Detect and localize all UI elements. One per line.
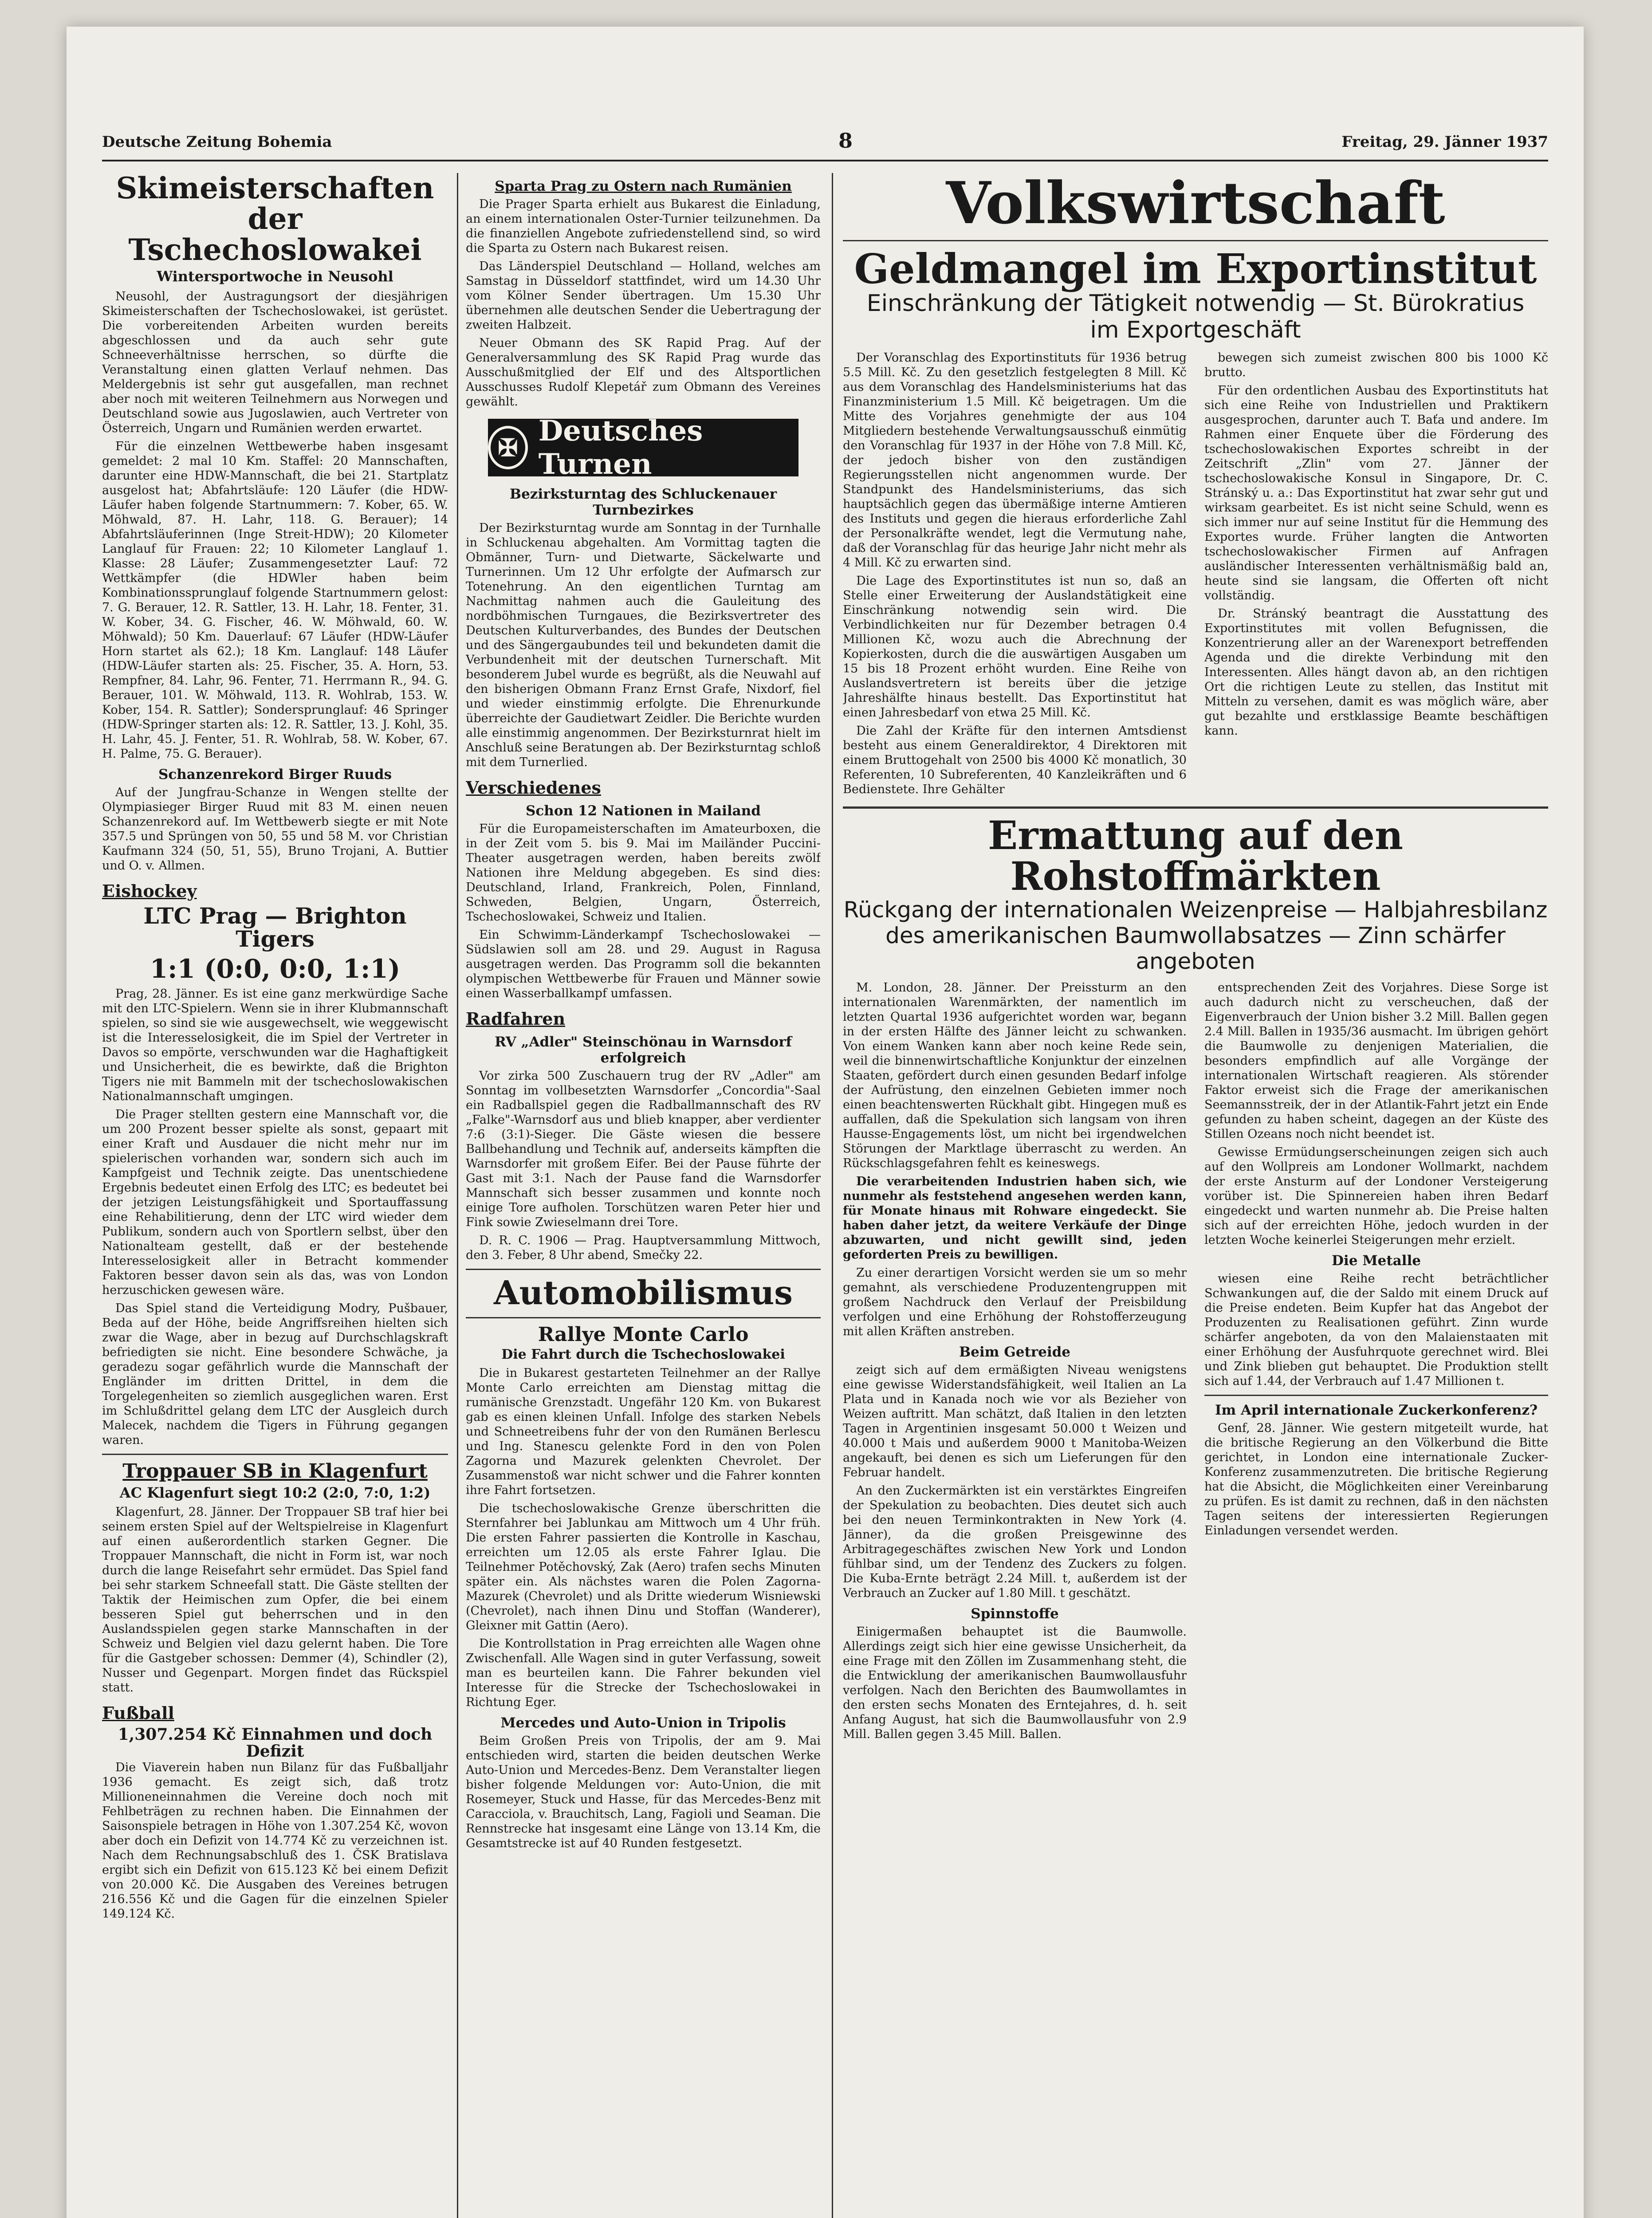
obmann-paragraph: Neuer Obmann des SK Rapid Prag. Auf der Generalversammlung des SK Rapid Prag wurde das Ausschußmitglied der Elf und des Altsportlichen Ausschusses Rudolf Klepetář zum Obmann des Vereines gewählt.: [466, 336, 821, 409]
turnen-banner: [488, 414, 798, 481]
schwimm-paragraph: Ein Schwimm-Länderkampf Tschechoslowakei — Südslawien soll am 28. und 29. August in Ragusa ausgetragen werden. Das Programm soll die bekannten olympischen Wettbewerbe für Frauen und Männer sowie einen Wasserballkampf umfassen.: [466, 928, 821, 1000]
column-rule-2: [832, 173, 833, 2218]
rohstoff-headline: Ermattung auf den Rohstoffmärkten: [988, 812, 1403, 900]
fussball-headline: 1,307.254 Kč Einnahmen und doch Defizit: [118, 1725, 433, 1761]
rallye-headline: Rallye Monte Carlo: [538, 1323, 749, 1346]
turnen-headline: Bezirksturntag des Schluckenauer Turnbezirkes: [509, 486, 777, 518]
ski-headline-2: der Tschechoslowakei: [128, 201, 422, 267]
ski-subheadline: Wintersportwoche in Neusohl: [157, 267, 393, 285]
geldmangel-headline: Geldmangel im Exportinstitut: [854, 244, 1537, 293]
schanz-paragraph: Auf der Jungfrau-Schanze in Wengen stellte der Olympiasieger Birger Ruud mit 83 M. einen neuen Schanzenrekord auf. Im Wettbewerb siegte er mit Note 357.5 und Sprüngen von 50, 55 und 58 M. vor Christian Kaufmann 324 (50, 51, 55), Bruno Trojani, A. Buttier und O. v. Allmen.: [102, 785, 448, 873]
zuckerkonferenz-heading: Im April internationale Zuckerkonferenz?: [1215, 1402, 1538, 1418]
match-paragraph: Die Prager stellten gestern eine Mannschaft vor, die um 200 Prozent besser spielte als sonst, gepaart mit einer Kraft und Ausdauer die nicht mehr nur im spielerischen vorhanden war, sondern sich auch im Kampfgeist und Technik zeigte. Das unentschiedene Ergebnis bedeutet einen Erfolg des LTC; es bedeutet bei der jetzigen Leistungsfähigkeit und Sportauffassung eine Rehabilitierung, denn der LTC wird wieder dem Publikum, sondern auch von Sportlern selbst, über den Nationalteam gestellt, daß er der bestehende Interesselosigkeit aller in Betracht kommender Faktoren besser davon sein als das, was von London herzuschicken gewesen wäre.: [102, 1107, 448, 1297]
troppau-paragraph: Klagenfurt, 28. Jänner. Der Troppauer SB traf hier bei seinem ersten Spiel auf der Weltspielreise in Klagenfurt auf einen außerordentlich starken Gegner. Die Troppauer Mannschaft, die nicht in Form ist, war noch durch die lange Reisefahrt sehr ermüdet. Das Spiel fand bei sehr starkem Schneefall statt. Die Gäste stellten der Taktik der Heimischen zum Opfer, die bei einem besseren Spiel gut beherrschen und in den Auslandsspielen gegen starke Mannschaften in der Schweiz und Belgien viel dazu gelernt haben. Die Tore für die Gastgeber schossen: Demmer (4), Schindler (2), Nusser und Gegenpart. Morgen findet das Rückspiel statt.: [102, 1505, 448, 1695]
mercedes-headline: Mercedes und Auto-Union in Tripolis: [500, 1715, 786, 1731]
getreide-paragraph: zeigt sich auf dem ermäßigten Niveau wenigstens eine gewisse Widerstandsfähigkeit, weil Italien an La Plata und in Kanada noch wie vor als Bezieher von Weizen auftritt. Man schätzt, daß Italien in den letzten Tagen in Argentinien insgesamt 50.000 t Weizen und 40.000 t Mais und außerdem 9000 t Manitoba-Weizen angekauft, bei denen es sich um Lieferungen für den Februar handelt.: [843, 1363, 1187, 1479]
rallye-paragraph: Die in Bukarest gestarteten Teilnehmer an der Rallye Monte Carlo erreichten am Dienstag mittag die rumänische Grenzstadt. Ungefähr 120 Km. von Bukarest gab es einen kleinen Unfall. Infolge des starken Nebels und Schneetreibens fuhr der von den Rumänen Berlescu und Ing. Stanescu gelenkte Ford in den von Polen Zagorna und Mazurek gelenkten Chevrolet. Der Zusammenstoß war nicht schwer und die Fahrer konnten ihre Fahrt fortsetzen.: [466, 1366, 821, 1497]
column-sport-1: [102, 173, 448, 2218]
column-volkswirtschaft: [843, 173, 1548, 2218]
paper-name: Deutsche Zeitung Bohemia: [102, 133, 332, 151]
rohstoff-subheadline-1: Rückgang der internationalen Weizenpreise — Halbjahresbilanz: [843, 897, 1548, 923]
volkswirtschaft-title: Volkswirtschaft: [946, 173, 1445, 237]
nationen-paragraph: Für die Europameisterschaften im Amateurboxen, die in der Zeit vom 5. bis 9. Mai im Mailänder Puccini-Theater ausgetragen werden, haben bereits zwölf Nationen ihre Meldung abgegeben. Es sind dies: Deutschland, Irland, Frankreich, Polen, Finnland, Schweden, Belgien, Ungarn, Österreich, Tschechoslowakei, Schweiz und Italien.: [466, 822, 821, 924]
adler-paragraph: Vor zirka 500 Zuschauern trug der RV „Adler" am Sonntag im vollbesetzten Warnsdorfer „Concordia"-Saal ein Radballspiel gegen die Radballmannschaft des RV „Falke"-Warnsdorf aus und blieb knapper, aber verdienter 7:6 (3:1)-Sieger. Die Gäste wiesen die bessere Ballbehandlung und Technik auf, anderseits kämpften die Warnsdorfer mit großem Eifer. Bei der Pause führte der Gast mit 3:1. Nach der Pause fand die Warnsdorfer Mannschaft sich besser zusammen und konnte noch einige Tore aufholen. Torschützen waren Peter hier und Fink sowie Zwieselmann drei Tore.: [466, 1069, 821, 1229]
nationen-headline: Schon 12 Nationen in Mailand: [526, 803, 761, 819]
section-rule: [466, 1269, 821, 1270]
rallye-subheadline: Die Fahrt durch die Tschechoslowakei: [501, 1346, 785, 1362]
issue-date: Freitag, 29. Jänner 1937: [1341, 133, 1548, 151]
column-rule-1: [457, 173, 458, 2218]
page-number: 8: [838, 129, 853, 153]
geldmangel-paragraph: Dr. Stránský beantragt die Ausstattung des Exportinstitutes mit vollen Befugnissen, die Konzentrierung aller an der Warenexport betreffenden Agenda und die direkte Verbindung mit den Interessenten. Alles hängt davon ab, an den richtigen Ort die richtigen Leute zu stellen, das Institut mit Mitteln zu versehen, damit es was möglich wäre, aber gut bezahlte und erstklassige Beamte beschäftigen kann.: [1204, 607, 1548, 738]
verschiedenes-heading: Verschiedenes: [466, 778, 601, 798]
spinnstoffe-heading: Spinnstoffe: [971, 1605, 1059, 1622]
section-rule: [102, 1454, 448, 1455]
sparta-paragraph: Die Prager Sparta erhielt aus Bukarest die Einladung, an einem internationalen Oster-Turnier teilzunehmen. Da die finanziellen Angebote zufriedenstellend sind, so wird die Sparta zu Ostern nach Bukarest reisen.: [466, 197, 821, 255]
newspaper-page: [67, 27, 1584, 2218]
laenderspiel-paragraph: Das Länderspiel Deutschland — Holland, welches am Samstag in Düsseldorf stattfindet, wird um 14.30 Uhr vom Kölner Sender übertragen. Um 15.30 Uhr übernehmen alle deutschen Sender die Uebertragung der zweiten Halbzeit.: [466, 260, 821, 332]
mercedes-paragraph: Beim Großen Preis von Tripolis, der am 9. Mai entschieden wird, starten die beiden deutschen Werke Auto-Union und Mercedes-Benz. Dem Veranstalter liegen bisher folgende Meldungen vor: Auto-Union, die mit Rosemeyer, Stuck und Hasse, für das Mercedes-Benz mit Caracciola, v. Brauchitsch, Lang, Fagioli und Seaman. Die Rennstrecke hat insgesamt eine Länge von 13.14 Km, die Gesamtstrecke ist auf 40 Runden festgesetzt.: [466, 1734, 821, 1850]
rohstoff-paragraph: entsprechenden Zeit des Vorjahres. Diese Sorge ist auch dadurch nicht zu verscheuchen, daß der Eigenverbrauch der Union bisher 3.2 Mill. Ballen gegen 2.4 Mill. Ballen in 1935/36 ausmacht. Im übrigen gehört die Baumwolle zu denjenigen Materialien, die besonders empfindlich auf alle Vorgänge der internationalen Wirtschaft reagieren. Als störender Faktor erweist sich die Frage der amerikanischen Seemannsstreik, der in der Atlantik-Fahrt jetzt ein Ende gefunden zu haben scheint, dagegen an der Küste des Stillen Ozeans noch nicht beendet ist.: [1204, 980, 1548, 1141]
section-rule: [843, 806, 1548, 809]
turnen-banner-label: Deutsches Turnen: [538, 414, 703, 481]
eishockey-heading: Eishockey: [102, 881, 197, 901]
geldmangel-right: [1204, 350, 1548, 800]
zucker-paragraph: An den Zuckermärkten ist ein verstärktes Eingreifen der Spekulation zu beobachten. Dies deutet sich auch bei den neuen Terminkontrakten in New York (4. Jänner), da die großen Preisgewinne des Arbitragegeschäftes zwischen New York und London fühlbar sind, um der Tendenz des Zuckers zu folgen. Die Kuba-Ernte beträgt 2.24 Mill. t, außerdem ist der Verbrauch an Zucker auf 1.80 Mill. t geschätzt.: [843, 1483, 1187, 1600]
match-score: 1:1 (0:0, 0:0, 1:1): [149, 953, 401, 984]
rohstoff-paragraph: Zu einer derartigen Vorsicht werden sie um so mehr gemahnt, als verschiedene Produzentengruppen mit großem Nachdruck den Verlauf der Preisbildung verfolgen und eine Erhöhung der Rohstofferzeugung mit allen Kräften anstreben.: [843, 1266, 1187, 1338]
radfahren-heading: Radfahren: [466, 1009, 566, 1029]
spinnstoffe-paragraph: Einigermaßen behauptet ist die Baumwolle. Allerdings zeigt sich hier eine gewisse Unsicherheit, da eine Frage mit den Zöllen im Zusammenhang steht, die die Entwicklung der amerikanischen Baumwollausfuhr verfolgen. Nach den Berichten des Baumwollamtes in den ersten sechs Monaten des Erntejahres, d. h. seit Anfang August, hat sich die Baumwollausfuhr von 2.9 Mill. Ballen gegen 3.45 Mill. Ballen.: [843, 1624, 1187, 1741]
automobilismus-title: Automobilismus: [494, 1274, 793, 1312]
geldmangel-subheadline-2: im Exportgeschäft: [1090, 317, 1301, 344]
ski-paragraph: Neusohl, der Austragungsort der diesjährigen Skimeisterschaften der Tschechoslowakei, ist gerüstet. Die vorbereitenden Arbeiten wurden bereits abgeschlossen und da auch sehr gute Schneeverhältnisse herrschen, so dürfte die Veranstaltung einen glatten Verlauf nehmen. Das Meldergebnis ist sehr gut ausgefallen, man rechnet aber noch mit weiteren Teilnehmern aus Norwegen und Deutschland sowie aus Jugoslawien, auch Vertreter von Österreich, Ungarn und Rumänien werden erwartet.: [102, 289, 448, 435]
turnen-emblem-icon: ✠: [488, 426, 528, 469]
fussball-paragraph: Die Viaverein haben nun Bilanz für das Fußballjahr 1936 gemacht. Es zeigt sich, daß trotz Millioneneinnahmen die Vereine doch noch mit Fehlbeträgen zu rechnen haben. Die Einnahmen der Saisonspiele betragen in Höhe von 1.307.254 Kč, wovon aber doch ein Defizit von 14.774 Kč zu verzeichnen ist. Nach dem Rechnungsabschluß des 1. ČSK Bratislava ergibt sich ein Defizit von 615.123 Kč bei einem Defizit von 20.000 Kč. Die Ausgaben des Vereines betrugen 216.556 Kč und die Gagen für die einzelnen Spieler 149.124 Kč.: [102, 1760, 448, 1921]
section-rule: [843, 240, 1548, 241]
rallye-paragraph: Die Kontrollstation in Prag erreichten alle Wagen ohne Zwischenfall. Alle Wagen sind in guter Verfassung, soweit man es beurteilen kann. Die Fahrer bekunden viel Interesse für die Strecke der Tschechoslowakei in Richtung Eger.: [466, 1636, 821, 1709]
geldmangel-paragraph: Der Voranschlag des Exportinstituts für 1936 betrug 5.5 Mill. Kč. Zu den gesetzlich festgelegten 8 Mill. Kč aus dem Voranschlag des Handelsministeriums hat das Finanzministerium 1.5 Mill. Kč beigetragen. Um die Mitte des Vorjahres genehmigte der aus 104 Mitgliedern bestehende Verwaltungsausschuß einmütig den Voranschlag für 1937 in der Höhe von 7.8 Mill. Kč, der jedoch bisher von den zuständigen Regierungsstellen nicht angenommen wurde. Der Standpunkt des Handelsministeriums, das sich hauptsächlich gegen das übermäßige interne Amtieren des Instituts und gegen die hieraus erforderliche Zahl der Personalkräfte wendet, legt die Vermutung nahe, daß der Voranschlag für das heurige Jahr nicht mehr als 4 Mill. Kč zu erwarten sind.: [843, 351, 1187, 570]
metalle-paragraph: wiesen eine Reihe recht beträchtlicher Schwankungen auf, die der Saldo mit einem Druck auf die Preise endeten. Beim Kupfer hat das Angebot der Produzenten zu Realisationen geführt. Zinn wurde schärfer angeboten, da von den Malaienstaaten mit einer Erhöhung der Ausfuhrquote gerechnet wird. Blei und Zink blieben gut behauptet. Die Produktion stellt sich auf 1.44, der Verbrauch auf 1.47 Millionen t.: [1204, 1271, 1548, 1388]
rallye-paragraph: Die tschechoslowakische Grenze überschritten die Sternfahrer bei Jablunkau am Mittwoch um 4 Uhr früh. Die ersten Fahrer passierten die Kontrolle in Kaschau, erreichten um 12.05 als erste Fahrer Iglau. Die Teilnehmer Potěchovský, Zak (Aero) trafen sechs Minuten später ein. Als nächstes waren die Polen Zagorna-Mazurek (Chevrolet) und als Dritte wiederum Wisniewski (Chevrolet), nach ihnen Dinu und Stoffan (Wanderer), Gleixner mit Gattin (Aero).: [466, 1501, 821, 1632]
match-paragraph: Das Spiel stand die Verteidigung Modry, Pušbauer, Beda auf der Höhe, beide Angriffsreihen hielten sich zwar die Wage, aber in bezug auf Durchschlagskraft befriedigten sie nicht. Eine besondere Schwäche, ja geradezu sogar gefährlich wurde die Mannschaft der Engländer im dritten Drittel, in dem die Torgelegenheiten so ziemlich ausgeglichen waren. Erst im Schlußdrittel gelang dem LTC der Ausgleich durch Malecek, nachdem die Tigers in Führung gegangen waren.: [102, 1301, 448, 1447]
rohstoff-right: [1204, 980, 1548, 1745]
section-rule: [466, 1317, 821, 1318]
getreide-heading: Beim Getreide: [959, 1344, 1071, 1360]
match-paragraph: Prag, 28. Jänner. Es ist eine ganz merkwürdige Sache mit den LTC-Spielern. Wenn sie in ihrer Klubmannschaft spielen, so sind sie wie ausgewechselt, wie weggewischt ist die Interesselosigkeit, die im Spiel der Vertreter in Davos so empörte, verschwunden war die Haghaftigkeit und Unsicherheit, die es bewirkte, daß die Brighton Tigers nie mit Bammeln mit der tschechoslowakischen Nationalmannschaft umgingen.: [102, 987, 448, 1103]
zuckerkonferenz-paragraph: Genf, 28. Jänner. Wie gestern mitgeteilt wurde, hat die britische Regierung an den Völkerbund die Bitte gerichtet, in London eine internationale Zucker-Konferenz zusammenzutreten. Die britische Regierung hat die Absicht, die Möglichkeiten einer Vereinbarung zu prüfen. Es ist damit zu rechnen, daß in den nächsten Tagen seitens der interessierten Regierungen Einladungen versendet werden.: [1204, 1421, 1548, 1538]
running-header: [102, 129, 1548, 161]
fussball-heading: Fußball: [102, 1703, 174, 1723]
metalle-heading: Die Metalle: [1332, 1252, 1421, 1269]
sparta-headline: Sparta Prag zu Ostern nach Rumänien: [495, 178, 792, 194]
geldmangel-body: [843, 350, 1548, 800]
geldmangel-paragraph: Für den ordentlichen Ausbau des Exportinstituts hat sich eine Reihe von Industriellen und Praktikern ausgesprochen, darunter auch T. Baťa und andere. Im Rahmen einer Enquete über die Förderung des tschechoslowakischen Exportes schreibt in der Zeitschrift „Zlin" vom 27. Jänner der tschechoslowakische Konsul in Singapore, Dr. C. Stránský u. a.: Das Exportinstitut hat zwar sehr gut und wirksam gearbeitet. Es ist nicht seine Schuld, wenn es sich immer nur auf seine Institut für die Hemmung des Exportes wurde. Früher langten die Antworten tschechoslowakischer Firmen auf Anfragen ausländischer Interessenten verhältnismäßig bald an, heute sind sie langsam, die Offerten oft nicht vollständig.: [1204, 384, 1548, 603]
rohstoff-paragraph: Die verarbeitenden Industrien haben sich, wie nunmehr als feststehend angesehen werden kann, für Monate hinaus mit Rohware eingedeckt. Sie haben daher jetzt, da weitere Verkäufe der Dinge abzuwarten, und nicht gewillt sind, jeden geforderten Preis zu bewilligen.: [843, 1174, 1187, 1262]
section-rule: [1204, 1395, 1548, 1396]
geldmangel-paragraph: Die Lage des Exportinstitutes ist nun so, daß an Stelle einer Erweiterung der Auslandstätigkeit eine Einschränkung notwendig sein wird. Die Verbindlichkeiten nur für Dezember betragen 0.4 Millionen Kč, wozu auch die Abrechnung der Kopierkosten, durch die die auswärtigen Ausgaben um 15 bis 18 Prozent erhöht wurden. Eine Reihe von Auslandsvertretern ist bereits über die jetzige Jahreshälfte hinaus bestellt. Das Exportinstitut hat einen Jahresbedarf von etwa 25 Mill. Kč.: [843, 574, 1187, 720]
rohstoff-subheadline-2: des amerikanischen Baumwollabsatzes — Zinn schärfer angeboten: [885, 922, 1506, 974]
schanz-headline: Schanzenrekord Birger Ruuds: [158, 766, 392, 783]
ski-paragraph: Für die einzelnen Wettbewerbe haben insgesamt gemeldet: 2 mal 10 Km. Staffel: 20 Mannschaften, darunter eine HDW-Mannschaft, die bei 21. Startplatz ausgelost hat; Abfahrtsläufe: 120 Läufer (die HDW-Läufer haben folgende Startnummern: 7. Kober, 65. W. Möhwald, 87. H. Lahr, 118. G. Berauer); 14 Abfahrtsläuferinnen (Inge Streit-HDW); 20 Kilometer Langlauf für Frauen: 22; 10 Kilometer Langlauf 1. Klasse: 28 Läufer; Zusammengesetzter Lauf: 72 Wettkämpfer (die HDWler haben beim Kombinationssprunglauf folgende Startnummern gelost: 7. G. Berauer, 12. R. Sattler, 13. H. Lahr, 18. Fenter, 31. W. Kober, 34. G. Fischer, 46. W. Möhwald, 60. W. Möhwald); 50 Km. Dauerlauf: 67 Läufer (HDW-Läufer Horn startet als 62.); 18 Km. Langlauf: 148 Läufer (HDW-Läufer starten als: 25. Fischer, 35. A. Horn, 53. Rempfner, 84. Lahr, 96. Fenter, 71. Herrmann R., 94. G. Berauer, 101. W. Möhwald, 113. R. Wohlrab, 153. W. Kober, 154. R. Sattler); Sondersprunglauf: 46 Springer (HDW-Springer starten als: 12. R. Sattler, 13. J. Kohl, 35. H. Lahr, 45. J. Fenter, 51. R. Wohlrab, 58. W. Kober, 67. H. Palme, 75. G. Berauer).: [102, 439, 448, 761]
drc-paragraph: D. R. C. 1906 — Prag. Hauptversammlung Mittwoch, den 3. Feber, 8 Uhr abend, Smečky 22.: [466, 1234, 821, 1262]
turnen-paragraph: Der Bezirksturntag wurde am Sonntag in der Turnhalle in Schluckenau abgehalten. Am Vormittag tagten die Obmänner, Turn- und Dietwarte, Säckelwarte und Turnerinnen. Um 12 Uhr erfolgte der Aufmarsch zur Totenehrung. An den eigentlichen Turntag am Nachmittag nahmen auch die Gauleitung des nordböhmischen Turngaues, die Bezirksvertreter des Deutschen Kulturverbandes, des Bundes der Deutschen und des Sängergaubundes teil und bekundeten damit die Verbundenheit mit der deutschen Turnerschaft. Mit besonderem Jubel wurde es begrüßt, als die Neuwahl auf den bisherigen Obmann Franz Ernst Grafe, Nixdorf, fiel und wieder einstimmig erfolgte. Die Ehrenurkunde überreichte der Gaudietwart Zeidler. Die Berichte wurden alle einstimmig angenommen. Der Bezirksturnrat hielt im Anschluß seine Beratungen ab. Der Bezirksturntag schloß mit dem Turnerlied.: [466, 521, 821, 769]
rohstoff-paragraph: Gewisse Ermüdungserscheinungen zeigen sich auch auf den Wollpreis am Londoner Wollmarkt, nachdem der erste Ansturm auf der Londoner Versteigerung vorüber ist. Die Spinnereien haben ihren Bedarf eingedeckt und warten nunmehr ab. Die Preise halten sich auf der erreichten Höhe, jedoch wurden in der letzten Woche keinerlei Steigerungen mehr erzielt.: [1204, 1145, 1548, 1247]
rohstoff-body: [843, 980, 1548, 1745]
rohstoff-paragraph: M. London, 28. Jänner. Der Preissturm an den internationalen Warenmärkten, der namentlich im letzten Quartal 1936 aufgerichtet worden war, begann in der ersten Hälfte des Jänner leicht zu schwanken. Von einem Wanken kann aber noch keine Rede sein, weil die binnenwirtschaftliche Konjunktur der einzelnen Staaten, gefördert durch einen gesunden Bedarf infolge der Aufrüstung, den einzelnen Gebieten immer noch einen beachtenswerten Rückhalt gibt. Hingegen muß es auffallen, daß die Spekulation sich langsam von ihren Hausse-Engagements löst, um nicht bei irgendwelchen Störungen der Marktlage überrascht zu werden. An Rückschlagsgefahren fehlt es keineswegs.: [843, 980, 1187, 1170]
match-headline: LTC Prag — Brighton Tigers: [143, 902, 407, 952]
geldmangel-paragraph: Die Zahl der Kräfte für den internen Amtsdienst besteht aus einem Generaldirektor, 4 Direktoren mit einem Bruttogehalt von 2500 bis 4000 Kč monatlich, 30 Referenten, 10 Subreferenten, 40 Kanzleikräften und 6 Bedienstete. Ihre Gehälter: [843, 724, 1187, 797]
column-sport-2: [466, 173, 821, 2218]
geldmangel-subheadline-1: Einschränkung der Tätigkeit notwendig — St. Bürokratius: [866, 290, 1525, 317]
geldmangel-paragraph: bewegen sich zumeist zwischen 800 bis 1000 Kč brutto.: [1204, 351, 1548, 380]
troppau-subheadline: AC Klagenfurt siegt 10:2 (2:0, 7:0, 1:2): [119, 1484, 431, 1502]
adler-headline: RV „Adler" Steinschönau in Warnsdorf erfolgreich: [495, 1034, 792, 1066]
ski-headline-1: Skimeisterschaften: [116, 173, 434, 205]
troppau-headline: Troppauer SB in Klagenfurt: [122, 1459, 428, 1483]
geldmangel-left: [843, 350, 1187, 800]
rohstoff-left: [843, 980, 1187, 1745]
